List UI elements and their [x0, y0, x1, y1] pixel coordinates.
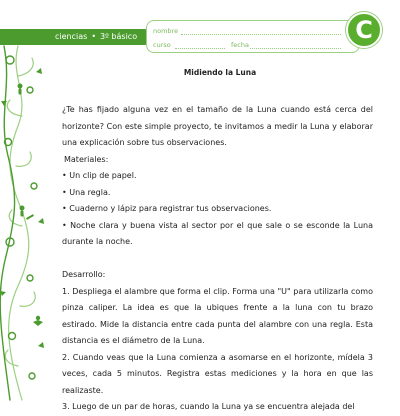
subject-label: ciencias — [55, 32, 88, 41]
date-label: fecha — [231, 41, 249, 49]
separator-dot: • — [91, 32, 97, 41]
step-item: 1. Despliega el alambre que forma el clip. Forma una "U" para utilizarla como pinza caliper. La idea es que la ubiques frente a la luna con tu brazo estirado. Mide la distancia entre cada punta del alambre con una regla. Esta distancia es el diámetro de la Luna. — [62, 286, 373, 345]
student-info-box — [146, 20, 360, 53]
course-line — [175, 48, 225, 49]
intro-paragraph: ¿Te has fijado alguna vez en el tamaño de la Luna cuando está cerca del horizonte? Con este simple proyecto, te invitamos a medir la Luna y elaborar una explicación sobre tus observaciones. — [62, 105, 373, 147]
grade-label: 3º básico — [100, 32, 138, 41]
decorative-vine — [0, 46, 50, 400]
date-line — [250, 48, 341, 49]
document-title: Midiendo la Luna — [183, 68, 257, 77]
materials-heading: Materiales: — [64, 154, 109, 164]
step-item: 3. Luego de un par de horas, cuando la Luna ya se encuentra alejada del — [62, 402, 355, 411]
name-label: nombre — [153, 27, 179, 35]
course-label: curso — [153, 41, 171, 49]
spacer — [62, 251, 373, 268]
step-item: 2. Cuando veas que la Luna comienza a asomarse en el horizonte, mídela 3 veces, cada 5 minutos. Registra estas mediciones y la hora en que las realizaste. — [62, 352, 373, 395]
subject-grade-label — [55, 30, 137, 44]
materials-item: • Noche clara y buena vista al sector por el que sale o se esconde la Luna durante la noche. — [62, 220, 373, 246]
document-body — [62, 102, 373, 416]
development-heading: Desarrollo: — [62, 270, 106, 279]
materials-item: • Un clip de papel. — [62, 171, 137, 180]
subject-badge: C — [346, 12, 382, 48]
materials-item: • Cuaderno y lápiz para registrar tus observaciones. — [62, 204, 272, 213]
name-line — [181, 34, 341, 35]
materials-item: • Una regla. — [62, 187, 111, 197]
